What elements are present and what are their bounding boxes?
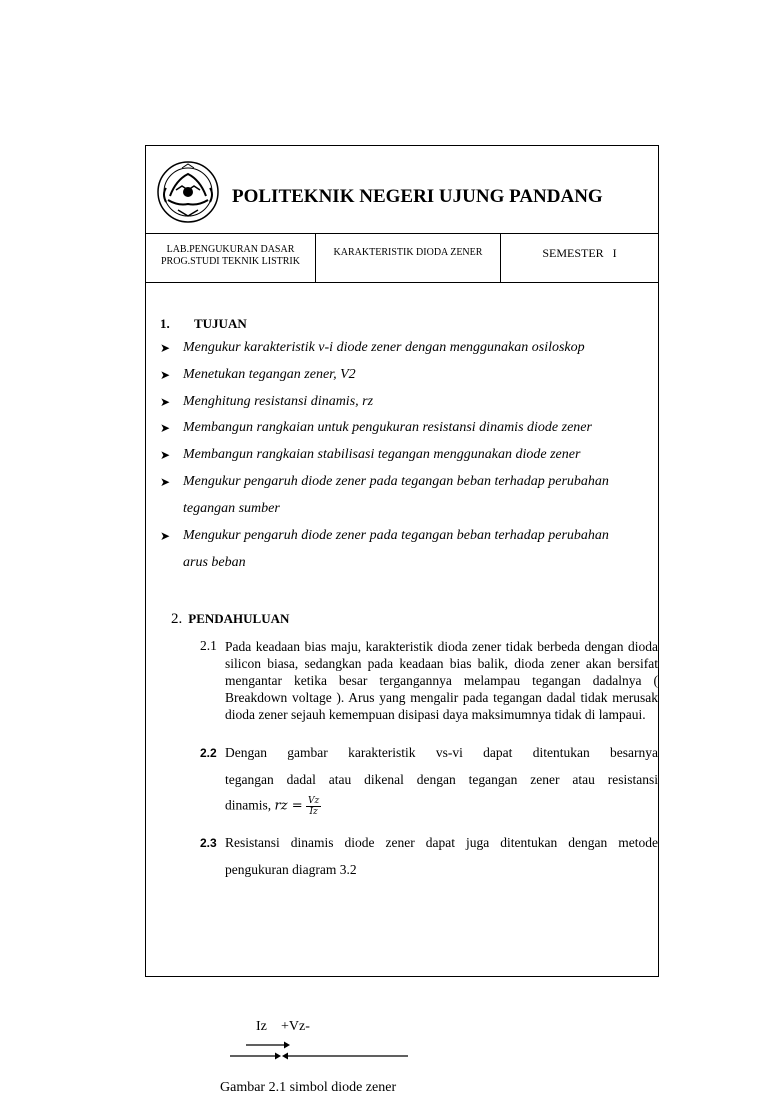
formula-line — [225, 796, 321, 817]
document-frame — [145, 145, 659, 1095]
arrowhead-bullet-icon: ➤ — [160, 341, 171, 355]
paragraph-line: pengukuran diagram 3.2 — [225, 862, 357, 877]
info-row — [146, 234, 658, 283]
subsection-paragraph: Pada keadaan bias maju, karakteristik dioda zener tidak berbeda dengan dioda silicon biasa, sedangkan pada keadaan bias balik, dioda zener akan bersifat mengantar ketika besar tergangannya melampau tegangan dadalnya ( Breakdown voltage ). Arus yang mengalir pada tegangan dadal tidak merusak dioda zener sejauh kemempuan disipasi daya maksimumnya tidak di lampaui. — [225, 639, 658, 722]
formula-prefix: dinamis, — [225, 797, 272, 813]
semester-label: SEMESTER I — [542, 246, 617, 260]
bullet-text: Mengukur karakteristik v-i diode zener dengan menggunakan osiloskop — [183, 340, 585, 355]
arrowhead-icon — [284, 1042, 290, 1049]
arrowhead-bullet-icon: ➤ — [160, 475, 171, 489]
current-label: Iz — [256, 1019, 267, 1034]
figure-caption: Gambar 2.1 simbol diode zener — [220, 1080, 397, 1095]
bullet-continuation: arus beban — [183, 555, 246, 570]
bullet-text: Membangun rangkaian untuk pengukuran resistansi dinamis diode zener — [183, 420, 592, 435]
bullet-text: Mengukur pengaruh diode zener pada tegangan beban terhadap perubahan — [183, 528, 609, 543]
institution-title: POLITEKNIK NEGERI UJUNG PANDANG — [232, 186, 603, 207]
bullet-text: Membangun rangkaian stabilisasi tegangan menggunakan diode zener — [183, 447, 581, 462]
arrowhead-bullet-icon: ➤ — [160, 529, 171, 543]
zener-current-arrows — [230, 1039, 420, 1069]
arrowhead-icon — [282, 1053, 288, 1060]
paragraph-line: tegangan dadal atau dikenal dengan tegangan zener atau resistansi — [225, 772, 658, 787]
zener-diode-symbol-diagram — [230, 1019, 420, 1069]
voltage-label: +Vz- — [281, 1019, 310, 1034]
politeknik-seal-logo — [156, 160, 220, 224]
arrowhead-bullet-icon: ➤ — [160, 395, 171, 409]
subsection-number: 2.3 — [200, 836, 217, 850]
topic-cell — [316, 234, 501, 282]
subsection-2-3 — [200, 835, 658, 885]
bullet-text: Menghitung resistansi dinamis, rz — [183, 394, 374, 409]
topic-title: KARAKTERISTIK DIODA ZENER — [333, 247, 483, 258]
section-heading-tujuan — [160, 316, 247, 332]
arrowhead-icon — [275, 1053, 281, 1060]
lab-name: LAB.PENGUKURAN DASAR — [166, 244, 295, 255]
bullet-continuation: tegangan sumber — [183, 501, 280, 516]
bullet-text: Mengukur pengaruh diode zener pada tegangan beban terhadap perubahan — [183, 474, 609, 489]
subsection-2-1 — [200, 638, 658, 723]
section-heading-pendahuluan — [171, 611, 289, 628]
study-program: PROG.STUDI TEKNIK LISTRIK — [161, 256, 300, 267]
arrowhead-bullet-icon: ➤ — [160, 448, 171, 462]
arrowhead-bullet-icon: ➤ — [160, 421, 171, 435]
formula-lhs: rz = — [274, 798, 303, 814]
paragraph-line: Resistansi dinamis diode zener dapat juga ditentukan dengan metode — [225, 835, 658, 850]
paragraph-line: Dengan gambar karakteristik vs-vi dapat ditentukan besarnya — [225, 745, 658, 760]
section-number: 1. — [160, 316, 170, 331]
arrowhead-bullet-icon: ➤ — [160, 368, 171, 382]
lab-cell — [146, 234, 316, 282]
formula-fraction — [306, 796, 321, 817]
header-row — [146, 146, 658, 234]
fraction-denominator: Iz — [309, 807, 318, 817]
section-title: PENDAHULUAN — [188, 611, 290, 626]
bullet-text: Menetukan tegangan zener, V2 — [183, 367, 356, 382]
fraction-numerator: Vz — [307, 796, 320, 806]
subsection-2-2 — [200, 745, 658, 825]
section-title: TUJUAN — [194, 316, 247, 331]
subsection-number: 2.2 — [200, 746, 217, 760]
subsection-number: 2.1 — [200, 638, 217, 653]
section-number: 2. — [171, 611, 183, 627]
semester-cell — [501, 234, 658, 282]
